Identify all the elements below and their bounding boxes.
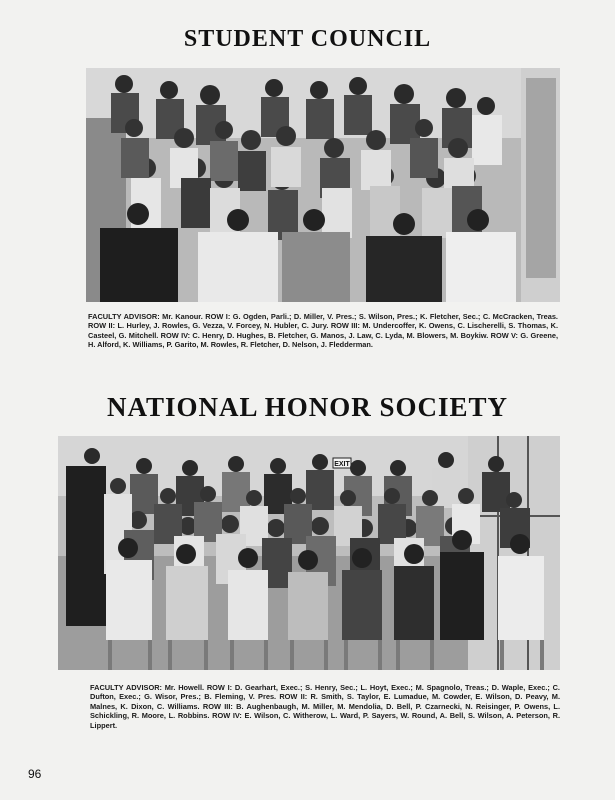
- student-council-caption: FACULTY ADVISOR: Mr. Kanour. ROW I: G. Ogden, Parli.; D. Miller, V. Pres.; S. Wilson, Pres.; K. Fletcher, Sec.; C. McCracken, Treas. ROW II: L. Hurley, J. Rowles, G. Vezza, V. Forcey, N. Hubler, C. Jury. ROW III: M. Undercoffer, K. Owens, C. Lischerelli, S. Thomas, K. Casteel, G. Mitchell. ROW IV: C. Henry, D. Hughes, B. Fletcher, G. Manos, J. Law, C. Lyda, M. Blowers, M. Boykiw. ROW V: G. Greene, H. Alford, K. Williams, P. Garito, M. Rowles, R. Fletcher, D. Nelson, J. Fledderman.: [88, 312, 558, 350]
- honor-society-title: NATIONAL HONOR SOCIETY: [106, 392, 509, 422]
- student-council-photo-art: [86, 68, 560, 302]
- student-council-photo: [86, 68, 560, 302]
- student-council-title: STUDENT COUNCIL: [183, 26, 432, 52]
- page-number: 96: [28, 767, 42, 781]
- honor-society-photo-art: [58, 436, 560, 670]
- honor-society-caption: FACULTY ADVISOR: Mr. Howell. ROW I: D. Gearhart, Exec.; S. Henry, Sec.; L. Hoyt, Exec.; M. Spagnolo, Treas.; D. Waple, Exec.; C. Dufton, Exec.; G. Wisor, Pres.; B. Fleming, V. Pres. ROW II: R. Smith, S. Taylor, E. Lumadue, M. Cowder, E. Wilson, D. Peavy, M. Malnes, K. Dixon, C. Williams. ROW III: B. Aughenbaugh, M. Miller, M. Mendolia, D. Bell, P. Czarnecki, N. Reisinger, P. Owens, L. Schickling, R. Moore, L. Robbins. ROW IV: E. Wilson, C. Witherow, L. Ward, P. Sayers, W. Round, A. Bell, S. Wilson, A. Peterson, R. Lippert.: [90, 683, 560, 730]
- exit-sign: EXIT: [334, 461, 350, 468]
- honor-society-photo: [58, 436, 560, 670]
